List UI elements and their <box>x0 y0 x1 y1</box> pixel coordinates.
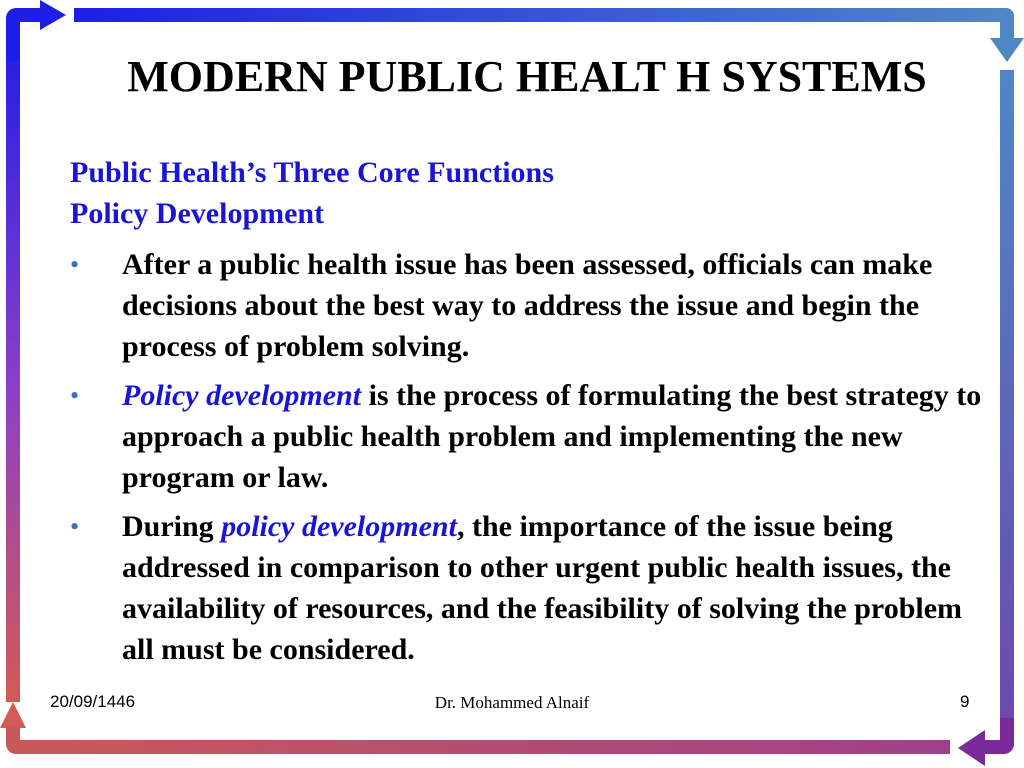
bullet-text <box>122 379 981 494</box>
left-bar <box>6 62 20 702</box>
bottom-bar <box>48 740 950 754</box>
bullet-item-2 <box>70 375 990 498</box>
bullet-emphasis: Policy development <box>122 379 362 412</box>
bullet-list <box>70 244 990 678</box>
bullet-text: After a public health issue has been assessed, officials can make decisions about the best way to address the issue and begin the process of problem solving. <box>122 248 933 363</box>
subsection-heading: Policy Development <box>70 197 325 230</box>
page-number: 9 <box>960 692 970 711</box>
slide-title: MODERN PUBLIC HEALT H SYSTEMS <box>127 52 927 101</box>
bullet-lead: During <box>122 510 222 543</box>
footer-date: 20/09/1446 <box>50 692 136 711</box>
footer-author: Dr. Mohammed Alnaif <box>434 693 590 712</box>
section-heading: Public Health’s Three Core Functions <box>70 156 554 189</box>
bullet-rest: , the importance of the issue being addressed in comparison to other urgent public health issues, the availability of resources, and the feasibility of solving the problem all must be considered. <box>122 510 963 666</box>
bullet-item-1 <box>70 244 990 367</box>
bullet-item-3 <box>70 506 990 670</box>
bullet-icon: • <box>70 381 80 410</box>
bottom-right-arrow <box>958 718 1014 766</box>
right-bar <box>1000 70 1014 720</box>
bullet-text <box>122 510 962 666</box>
top-left-arrow <box>6 0 66 64</box>
bullet-icon: • <box>70 250 80 279</box>
bullet-icon: • <box>70 512 80 541</box>
bullet-emphasis: policy development <box>221 510 457 543</box>
bullet-rest: is the process of formulating the best strategy to approach a public health problem and implementing the new program or law. <box>122 379 982 494</box>
